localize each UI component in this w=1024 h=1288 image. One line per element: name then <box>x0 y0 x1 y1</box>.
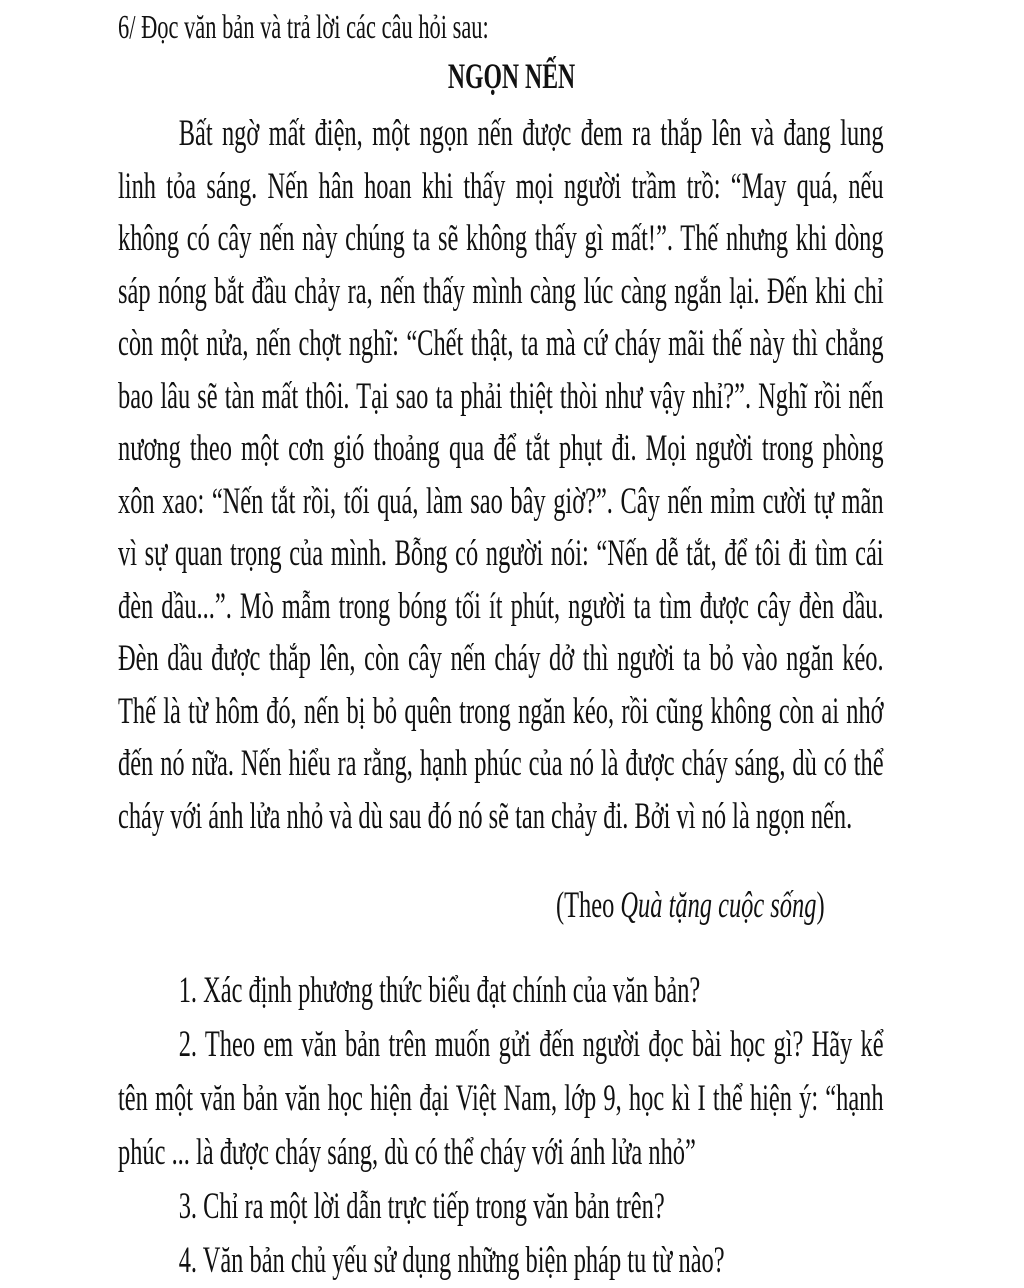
exercise-heading: 6/ Đọc văn bản và trả lời các câu hỏi sau: <box>118 9 489 46</box>
question-2-line-2: tên một văn bản văn học hiện đại Việt Nam, lớp 9, học kì I thể hiện ý: “hạnh <box>118 1078 884 1119</box>
passage-line: cháy với ánh lửa nhỏ và dù sau đó nó sẽ tan chảy đi. Bởi vì nó là ngọn nến. <box>118 795 853 837</box>
passage-title-text: NGỌN NẾN <box>448 56 576 96</box>
passage-line: Bất ngờ mất điện, một ngọn nến được đem ra thắp lên và đang lung <box>178 113 884 154</box>
question-2-line-3: phúc ... là được cháy sáng, dù có thể cháy với ánh lửa nhỏ” <box>118 1132 696 1173</box>
passage-line: Thế là từ hôm đó, nến bị bỏ quên trong ngăn kéo, rồi cũng không còn ai nhớ <box>118 690 884 732</box>
passage-body <box>118 108 884 843</box>
passage-line: vì sự quan trọng của mình. Bỗng có người nói: “Nến dễ tắt, để tôi đi tìm cái <box>118 533 884 574</box>
question-4: 4. Văn bản chủ yếu sử dụng những biện pháp tu từ nào? <box>178 1240 725 1281</box>
passage-line: sáp nóng bắt đầu chảy ra, nến thấy mình càng lúc càng ngắn lại. Đến khi chỉ <box>118 270 884 312</box>
passage-line: nương theo một cơn gió thoảng qua để tắt phụt đi. Mọi người trong phòng <box>118 428 884 469</box>
passage-title <box>0 52 1024 100</box>
passage-line: linh tỏa sáng. Nến hân hoan khi thấy mọi người trầm trồ: “May quá, nếu <box>118 165 884 207</box>
question-list <box>118 964 884 1288</box>
passage-line: đèn dầu...”. Mò mẫm trong bóng tối ít phút, người ta tìm được cây đèn dầu. <box>118 585 884 627</box>
source-prefix: (Theo <box>556 885 621 926</box>
passage-line: còn một nửa, nến chợt nghĩ: “Chết thật, ta mà cứ cháy mãi thế này thì chẳng <box>118 323 884 364</box>
question-2-line-1: 2. Theo em văn bản trên muốn gửi đến người đọc bài học gì? Hãy kể <box>178 1024 884 1065</box>
passage-line: không có cây nến này chúng ta sẽ không thấy gì mất!”. Thế nhưng khi dòng <box>118 218 884 259</box>
passage-line: đến nó nữa. Nến hiểu ra rằng, hạnh phúc của nó là được cháy sáng, dù có thể <box>118 743 884 784</box>
passage-line: bao lâu sẽ tàn mất thôi. Tại sao ta phải thiệt thòi như vậy nhỉ?”. Nghĩ rồi nến <box>118 375 884 417</box>
source-work-title: Quà tặng cuộc sống <box>620 885 817 926</box>
passage-line: xôn xao: “Nến tắt rồi, tối quá, làm sao bây giờ?”. Cây nến mỉm cười tự mãn <box>118 480 884 522</box>
question-1: 1. Xác định phương thức biểu đạt chính của văn bản? <box>178 970 701 1011</box>
source-suffix: ) <box>816 885 825 926</box>
question-3: 3. Chỉ ra một lời dẫn trực tiếp trong văn bản trên? <box>178 1186 665 1227</box>
passage-line: Đèn dầu được thắp lên, còn cây nến cháy dở thì người ta bỏ vào ngăn kéo. <box>118 638 884 679</box>
source-citation <box>556 880 825 932</box>
